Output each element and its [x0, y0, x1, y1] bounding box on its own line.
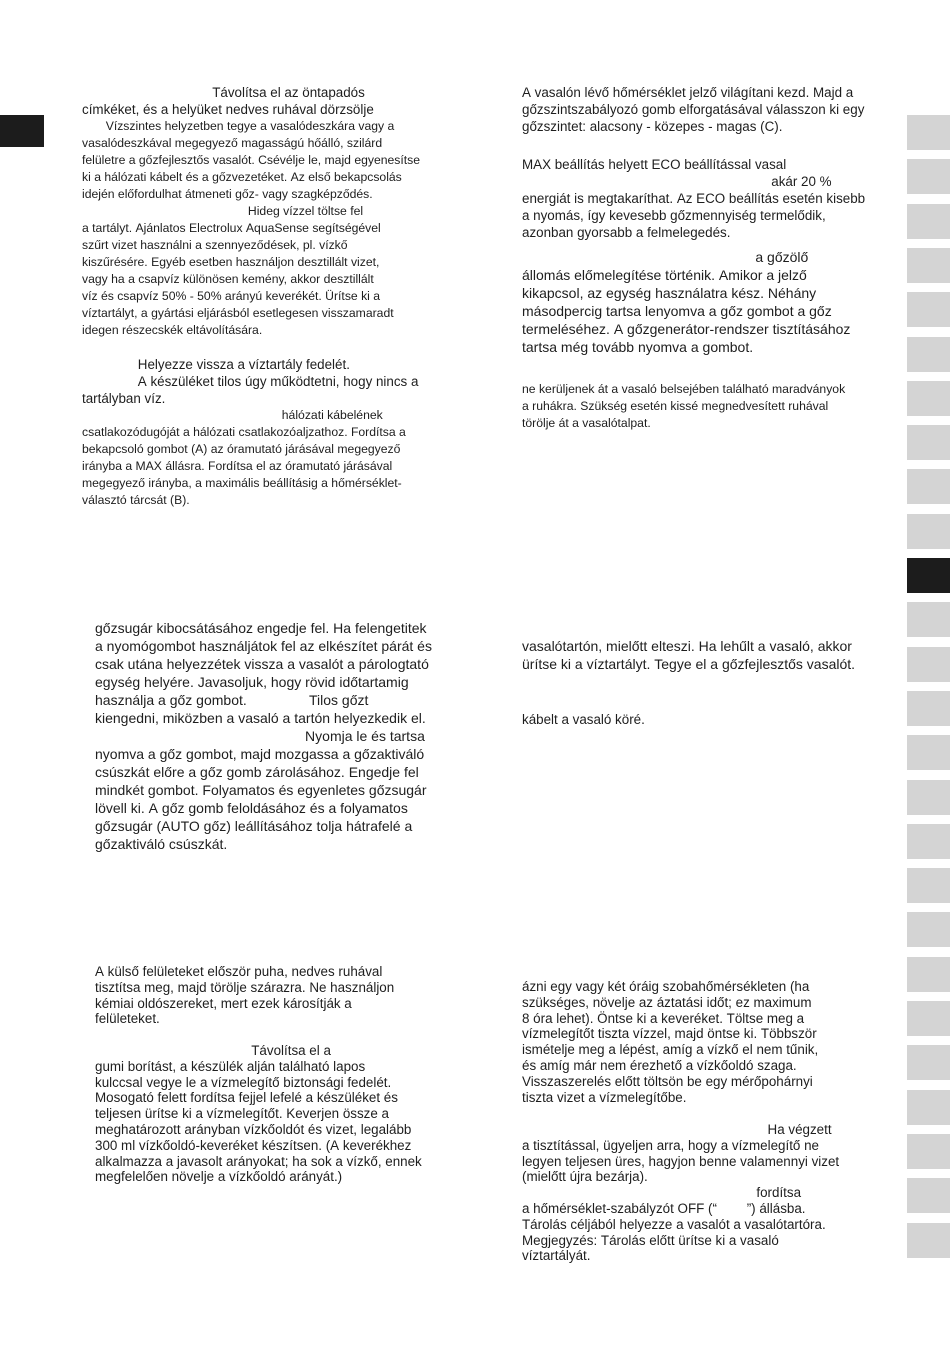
text-block [522, 637, 855, 673]
text-line: csúszkát előre a gőz gomb zárolásához. Engedje fel [95, 764, 419, 780]
text-line: Nyomja le és tartsa [95, 728, 425, 744]
text-block [522, 84, 864, 135]
text-line: tartályban víz. [82, 391, 166, 406]
text-line: azonban gyorsabb a felmelegedés. [522, 225, 731, 240]
side-tab [907, 957, 950, 992]
text-line: állomás előmelegítése történik. Amikor a jelző [522, 267, 807, 283]
text-line: idején előfordulhat átmeneti gőz- vagy szagképződés. [82, 187, 373, 201]
side-tab [907, 1090, 950, 1125]
side-tab [907, 292, 950, 327]
text-line: a nyomógombot használjátok fel az elkészítet párát és [95, 638, 432, 654]
text-block [82, 356, 418, 407]
text-block [522, 711, 645, 728]
side-tab [907, 1223, 950, 1258]
text-line: kémiai oldószereket, mert ezek károsítják a [95, 995, 352, 1011]
text-line: Tárolás céljából helyezze a vasalót a vasalótartóra. [522, 1216, 826, 1232]
text-line: Ha végzett [522, 1122, 832, 1137]
side-tab [907, 735, 950, 770]
side-tab [907, 912, 950, 947]
side-tab [907, 381, 950, 416]
text-block [522, 381, 845, 432]
side-tab [907, 1001, 950, 1036]
text-line: tiszta vizet a vízmelegítőbe. [522, 1089, 687, 1105]
text-line: víz és csapvíz 50% - 50% arányú keverékét. Ürítse ki a [82, 289, 381, 303]
text-line: MAX beállítás helyett ECO beállítással vasal [522, 157, 787, 172]
text-line: egység helyére. Javasoljuk, hogy rövid időtartamig [95, 674, 409, 690]
text-line: gőzaktiváló csúszkát. [95, 836, 228, 852]
text-line: 300 ml vízkőoldó-keveréket készítsen. (A keverékhez [95, 1137, 412, 1153]
side-tab [907, 115, 950, 150]
text-line: a nyomás, így kevesebb gőzmennyiség termelődik, [522, 208, 826, 223]
text-line: Vízszintes helyzetben tegye a vasalódeszkára vagy a [82, 119, 395, 133]
text-line: és amíg már nem érezhető a vízkőoldó szaga. [522, 1057, 797, 1073]
side-tab [907, 1134, 950, 1169]
text-block [522, 979, 818, 1105]
text-line: A vasalón lévő hőmérséklet jelző világítani kezd. Majd a [522, 85, 854, 100]
side-tab [907, 469, 950, 504]
text-line: A készüléket tilos úgy működtetni, hogy nincs a [82, 374, 419, 389]
side-tab [907, 868, 950, 903]
text-block [82, 407, 406, 509]
text-line: energiát is megtakaríthat. Az ECO beállítás esetén kisebb [522, 191, 866, 206]
text-line: kiengedni, miközben a vasaló a tartón helyezkedik el. [95, 710, 426, 726]
text-line: felületeket. [95, 1011, 160, 1027]
text-line: A külső felületeket először puha, nedves ruhával [95, 964, 383, 979]
side-tab [907, 647, 950, 682]
text-line: teljesen ürítse ki a vízmelegítőt. Keverjen össze a [95, 1106, 389, 1122]
text-line: használja a gőz gombot. Tilos gőzt [95, 692, 369, 708]
text-line: gőzszintszabályozó gomb elforgatásával válasszon ki egy [522, 102, 865, 117]
text-line: mindkét gombot. Folyamatos és egyenletes gőzsugár [95, 782, 427, 798]
text-block [95, 964, 394, 1027]
text-line: alkalmazza a javasolt arányokat; ha sok a vízkő, ennek [95, 1153, 422, 1169]
side-tab [907, 204, 950, 239]
text-line: tartsa még tovább nyomva a gombot. [522, 339, 754, 355]
text-line: lövell ki. A gőz gomb feloldásához és a folyamatos [95, 800, 408, 816]
text-line: ki a hálózati kábelt és a gőzvezetéket. Az első bekapcsolás [82, 170, 402, 184]
text-line: termeléséhez. A gőzgenerátor-rendszer tisztításához [522, 321, 851, 337]
text-block [82, 118, 420, 339]
text-block [95, 1043, 422, 1185]
text-line: a gőzölő [522, 249, 809, 265]
text-line: bekapcsoló gombot (A) az óramutató járásával megegyező [82, 442, 401, 456]
text-line: (mielőtt újra bezárja). [522, 1169, 648, 1185]
text-line: ismételje meg a lépést, amíg a vízkő el nem tűnik, [522, 1042, 819, 1058]
side-tab [907, 824, 950, 859]
text-line: kábelt a vasaló köré. [522, 712, 645, 727]
text-line: felületre a gőzfejlesztős vasalót. Csévélje le, majd egyenesítse [82, 153, 421, 167]
side-tab [907, 1178, 950, 1213]
text-line: 8 óra lehet). Öntse ki a keveréket. Töltse meg a [522, 1010, 805, 1026]
text-line: gőzszintet: alacsony - közepes - magas (C). [522, 119, 783, 134]
text-line: Távolítsa el a [95, 1043, 331, 1058]
text-line: irányba a MAX állásra. Fordítsa el az óramutató járásával [82, 459, 393, 473]
text-line: Mosogató felett fordítsa fejjel lefelé a készüléket és [95, 1090, 398, 1106]
left-chapter-tab [0, 115, 44, 147]
text-line: vízmelegítőt tiszta vízzel, majd öntse ki. Többször [522, 1026, 817, 1042]
side-tab-active [907, 558, 950, 593]
text-line: víztartályt, a gyártási eljárásból esetlegesen visszamaradt [82, 306, 394, 320]
text-line: legyen teljesen üres, hagyjon benne valamennyi vizet [522, 1153, 840, 1169]
text-line: nyomva a gőz gombot, majd mozgassa a gőzaktiváló [95, 746, 425, 762]
text-line: a ruhákra. Szükség esetén kissé megnedvesített ruhával [522, 399, 829, 413]
text-line: idegen részecskék eltávolítására. [82, 323, 263, 337]
text-line: kikapcsol, az egység használatra kész. Néhány [522, 285, 817, 301]
text-line: választó tárcsát (B). [82, 493, 190, 507]
text-line: gőzsugár (AUTO gőz) leállításához tolja hátrafelé a [95, 818, 413, 834]
text-block [95, 619, 432, 853]
text-block [522, 248, 850, 356]
text-block [522, 156, 865, 241]
text-line: csak utána helyezzétek vissza a vasalót a párologtató [95, 656, 429, 672]
side-tab [907, 780, 950, 815]
text-line: megfelelően növelje a vízkőoldó arányát.) [95, 1169, 343, 1185]
text-line: ne kerüljenek át a vasaló belsejében található maradványok [522, 382, 846, 396]
text-line: akár 20 % [522, 174, 832, 189]
text-line: kulccsal vegye le a vízmelegítő biztonsági fedelét. [95, 1074, 392, 1090]
text-line: címkéket, és a helyüket nedves ruhával dörzsölje [82, 102, 374, 117]
text-line: törölje át a vasalótalpat. [522, 416, 651, 430]
text-line: hálózati kábelének [82, 408, 383, 422]
side-tab [907, 337, 950, 372]
text-line: vasalódeszkával megegyező magasságú hőálló, szilárd [82, 136, 383, 150]
text-line: másodpercig tartsa lenyomva a gőz gombot a gőz [522, 303, 832, 319]
text-line: a hőmérséklet-szabályzót OFF (“ ”) állásba. [522, 1200, 806, 1216]
side-tab [907, 159, 950, 194]
text-line: meghatározott arányban vízkőoldót és vizet, legalább [95, 1121, 412, 1137]
side-tab [907, 1045, 950, 1080]
text-line: tisztítsa meg, majd törölje szárazra. Ne használjon [95, 979, 395, 995]
text-line: ürítse ki a víztartályt. Tegye el a gőzfejlesztős vasalót. [522, 656, 856, 672]
text-line: gőzsugár kibocsátásához engedje fel. Ha felengetitek [95, 620, 427, 636]
text-line: kiszűrésére. Egyéb esetben használjon desztillált vizet, [82, 255, 380, 269]
text-line: Hideg vízzel töltse fel [82, 204, 364, 218]
text-line: vasalótartón, mielőtt elteszi. Ha lehűlt a vasaló, akkor [522, 638, 852, 654]
text-line: víztartályát. [522, 1248, 591, 1264]
text-line: vagy ha a csapvíz különösen kemény, akkor desztillált [82, 272, 374, 286]
text-line: fordítsa [522, 1185, 802, 1201]
text-block [522, 1122, 839, 1264]
text-line: Távolítsa el az öntapadós [82, 85, 365, 100]
text-line: szükséges, növelje az áztatási időt; ez maximum [522, 994, 812, 1010]
text-line: csatlakozódugóját a hálózati csatlakozóaljzathoz. Fordítsa a [82, 425, 406, 439]
text-line: a tartályt. Ajánlatos Electrolux AquaSense segítségével [82, 221, 381, 235]
side-tab [907, 425, 950, 460]
text-line: a tisztítással, ügyeljen arra, hogy a vízmelegítő ne [522, 1137, 819, 1153]
side-tab [907, 602, 950, 637]
text-block [82, 84, 374, 118]
text-line: gumi borítást, a készülék alján található lapos [95, 1058, 366, 1074]
side-tab [907, 691, 950, 726]
text-line: Megjegyzés: Tárolás előtt ürítse ki a vasaló [522, 1232, 779, 1248]
side-tab [907, 514, 950, 549]
text-line: Visszaszerelés előtt töltsön be egy mérőpohárnyi [522, 1073, 813, 1089]
text-line: megegyező irányba, a maximális beállításig a hőmérséklet- [82, 476, 402, 490]
text-line: szűrt vizet használni a szennyeződések, pl. vízkő [82, 238, 348, 252]
text-line: Helyezze vissza a víztartály fedelét. [82, 357, 350, 372]
side-tab [907, 248, 950, 283]
text-line: ázni egy vagy két óráig szobahőmérsékleten (ha [522, 979, 810, 994]
